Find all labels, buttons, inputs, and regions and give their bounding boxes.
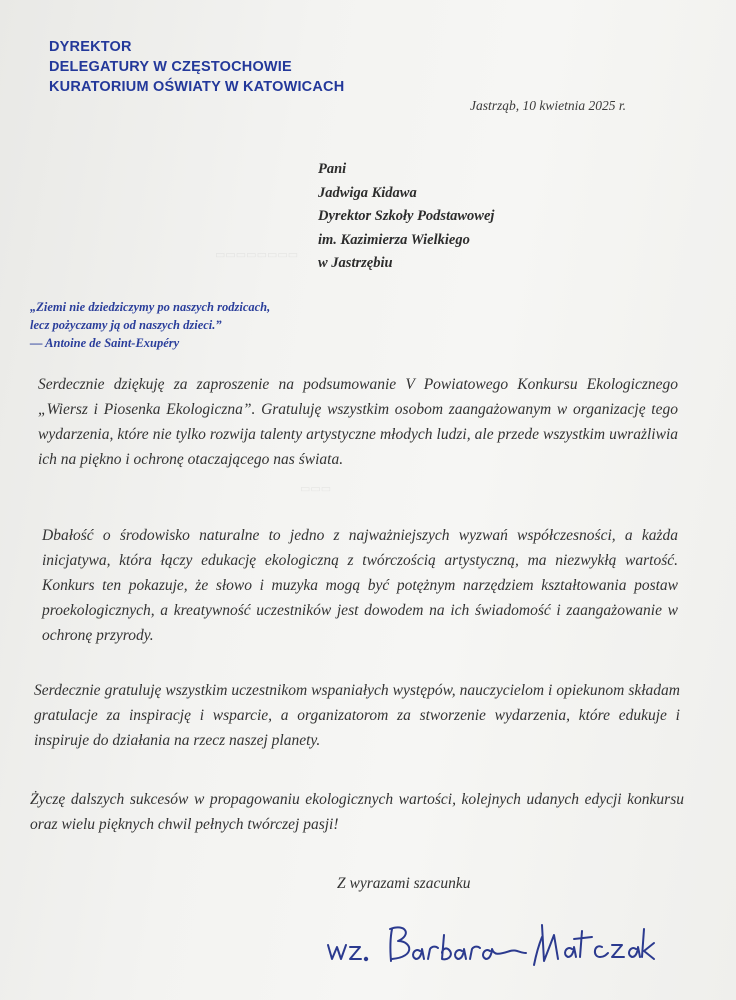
paragraph-thanks: Serdecznie dziękuję za zaproszenie na podsumowanie V Powiatowego Konkursu Ekologicznego „Wiersz i Piosenka Ekologiczna”. Gratuluję wszystkim osobom zaangażowanym w organizację tego wydarzenia, które nie tylko rozwija talenty artystyczne młodych ludzi, ale przede wszystkim uwrażliwia ich na piękno i ochronę otaczającego nas świata. (38, 376, 678, 468)
quote-line: „Ziemi nie dziedziczymy po naszych rodzicach, (30, 300, 271, 314)
recipient-line: Dyrektor Szkoły Podstawowej (318, 208, 495, 224)
closing-salutation: Z wyrazami szacunku (337, 875, 471, 892)
quote-line: lecz pożyczamy ją od naszych dzieci.” (30, 318, 222, 332)
letterhead-line: DYREKTOR (49, 39, 132, 55)
letterhead-line: DELEGATURY W CZĘSTOCHOWIE (49, 59, 292, 75)
recipient-line: im. Kazimierza Wielkiego (318, 231, 470, 248)
bleed-through-mark: ▭▭▭▭▭▭▭▭ (215, 249, 299, 261)
paragraph-congratulations: Serdecznie gratuluję wszystkim uczestnikom wspaniałych występów, nauczycielom i opiekunom składam gratulacje za inspirację i wsparcie, a organizatorom za stworzenie wydarzenia, które edukuje i inspiruje do działania na rzecz naszej planety. (34, 682, 680, 749)
recipient-line: Pani (318, 161, 347, 177)
signature-drawing (320, 915, 660, 975)
paragraph-wishes: Życzę dalszych sukcesów w propagowaniu ekologicznych wartości, kolejnych udanych edycji konkursu oraz wielu pięknych chwil pełnych twórczej pasji! (30, 791, 684, 833)
recipient-line: Jadwiga Kidawa (318, 184, 417, 201)
handwritten-signature (320, 915, 660, 980)
bleed-through-mark: ▭▭▭ (300, 483, 332, 495)
recipient-block (318, 158, 494, 276)
quote-author: — Antoine de Saint-Exupéry (30, 336, 180, 350)
letterhead-line: KURATORIUM OŚWIATY W KATOWICACH (49, 79, 345, 95)
epigraph-quote (30, 298, 270, 352)
letterhead (49, 37, 344, 97)
recipient-line: w Jastrzębiu (318, 255, 393, 271)
letter-date: Jastrząb, 10 kwietnia 2025 r. (470, 98, 627, 113)
paragraph-environment: Dbałość o środowisko naturalne to jedno z najważniejszych wyzwań współczesności, a każda inicjatywa, która łączy edukację ekologiczną z twórczością artystyczną, ma niezwykłą wartość. Konkurs ten pokazuje, że słowo i muzyka mogą być potężnym narzędziem kształtowania postaw proekologicznych, a kreatywność uczestników jest dowodem na ich świadomość i zaangażowanie w ochronę przyrody. (42, 527, 678, 644)
